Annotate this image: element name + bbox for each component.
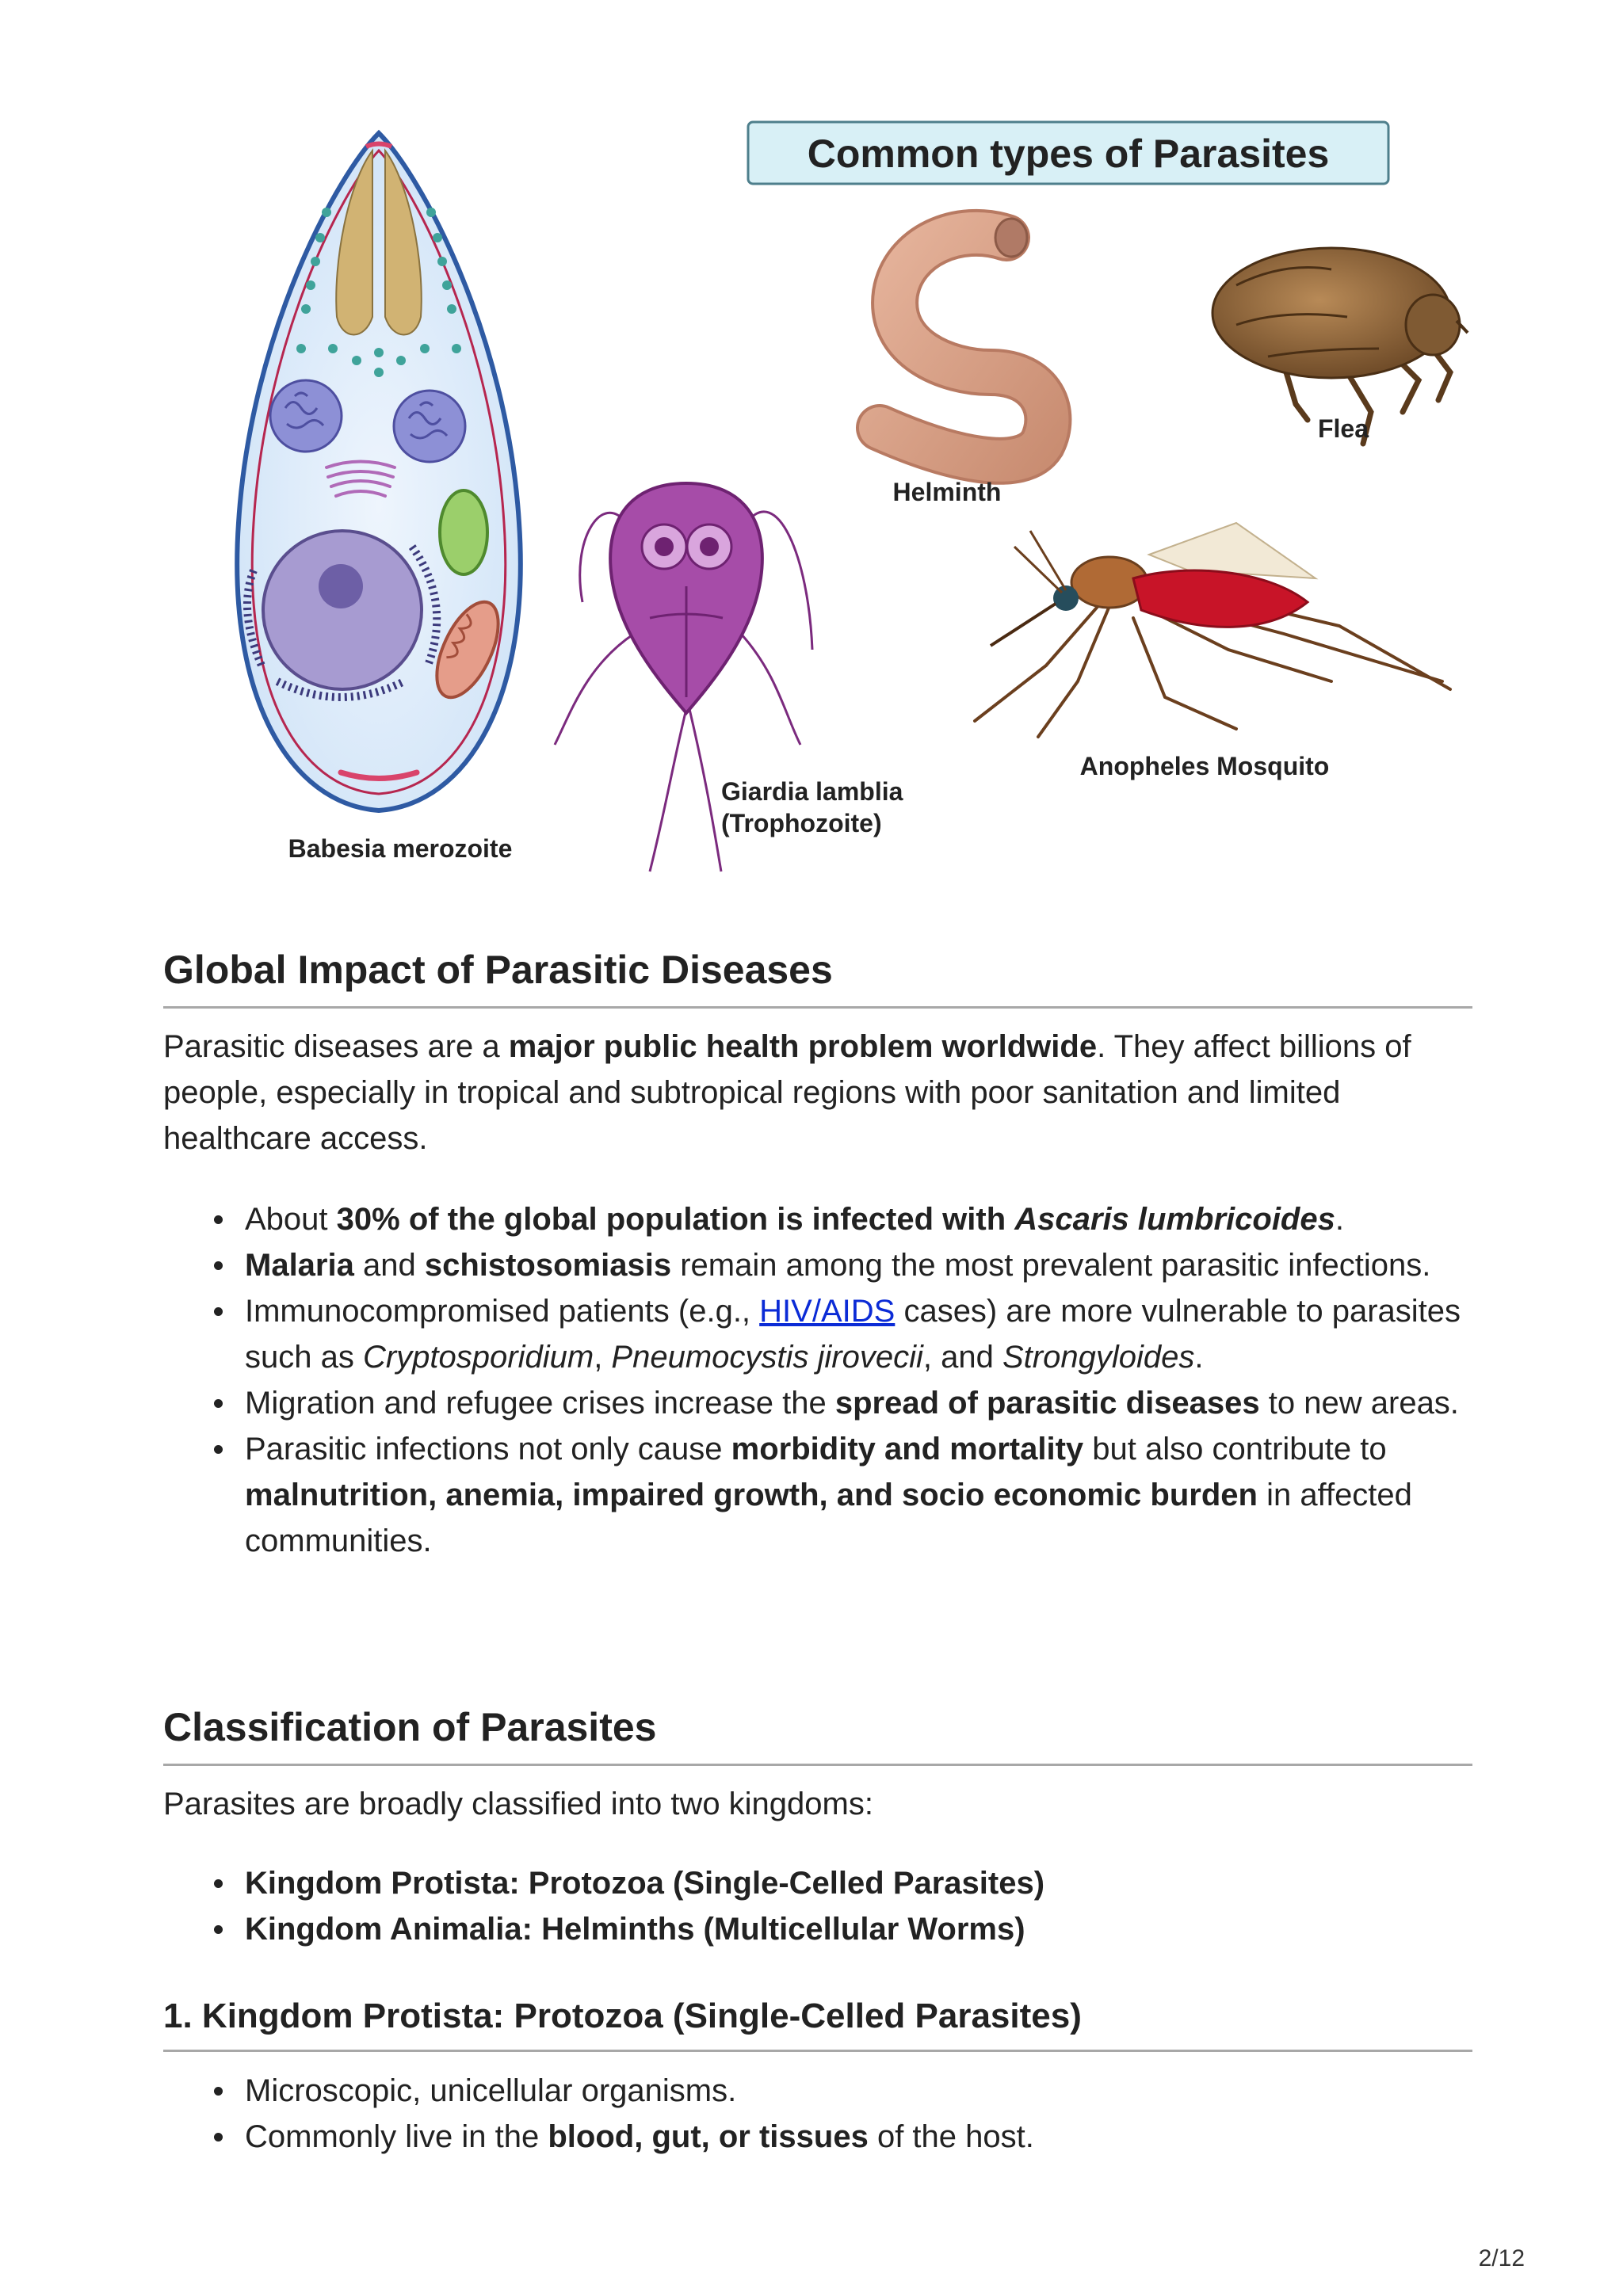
classification-list (163, 1860, 1472, 1952)
list-item: Malaria and schistosomiasis remain among the most prevalent parasitic infections. (163, 1242, 1472, 1288)
babesia-merozoite-drawing (237, 133, 521, 810)
hiv-aids-link[interactable]: HIV/AIDS (759, 1294, 896, 1329)
heading-classification: Classification of Parasites (163, 1705, 1472, 1766)
list-item: Kingdom Protista: Protozoa (Single-Celled Parasites) (163, 1860, 1472, 1906)
giardia-caption-line1: Giardia lamblia (721, 777, 903, 806)
list-item: About 30% of the global population is infected with Ascaris lumbricoides. (163, 1196, 1472, 1242)
list-item: Kingdom Animalia: Helminths (Multicellular Worms) (163, 1906, 1472, 1952)
figure-title-box (748, 122, 1388, 184)
figure-title: Common types of Parasites (807, 132, 1330, 176)
parasites-illustration (0, 0, 1623, 903)
giardia-caption-line2: (Trophozoite) (721, 809, 882, 837)
global-impact-list (163, 1196, 1472, 1564)
list-item: Microscopic, unicellular organisms. (163, 2068, 1472, 2114)
flea-caption: Flea (1317, 414, 1369, 443)
helminth-drawing (880, 219, 1048, 461)
mosquito-caption: Anopheles Mosquito (1079, 752, 1330, 780)
anopheles-mosquito-drawing (975, 523, 1450, 737)
page-number: 2/12 (1478, 2245, 1525, 2271)
classification-intro: Parasites are broadly classified into two kingdoms: (163, 1787, 873, 1821)
protista-list (163, 2068, 1472, 2160)
list-item: Parasitic infections not only cause morbidity and mortality but also contribute to malnutrition, anemia, impaired growth, and socio economic burden in affected communities. (163, 1426, 1472, 1564)
babesia-caption: Babesia merozoite (288, 834, 513, 863)
heading-kingdom-protista: 1. Kingdom Protista: Protozoa (Single-Celled Parasites) (163, 1997, 1472, 2052)
global-impact-intro: Parasitic diseases are a major public health problem worldwide. They affect billions of people, especially in tropical and subtropical regions with poor sanitation and limited healthcare access. (163, 1029, 1411, 1156)
helminth-caption: Helminth (892, 478, 1002, 506)
list-item: Immunocompromised patients (e.g., HIV/AIDS cases) are more vulnerable to parasites such as Cryptosporidium, Pneumocystis jirovecii, and Strongyloides. (163, 1288, 1472, 1380)
list-item: Migration and refugee crises increase the spread of parasitic diseases to new areas. (163, 1380, 1472, 1426)
list-item: Commonly live in the blood, gut, or tissues of the host. (163, 2114, 1472, 2160)
heading-global-impact: Global Impact of Parasitic Diseases (163, 948, 1472, 1009)
